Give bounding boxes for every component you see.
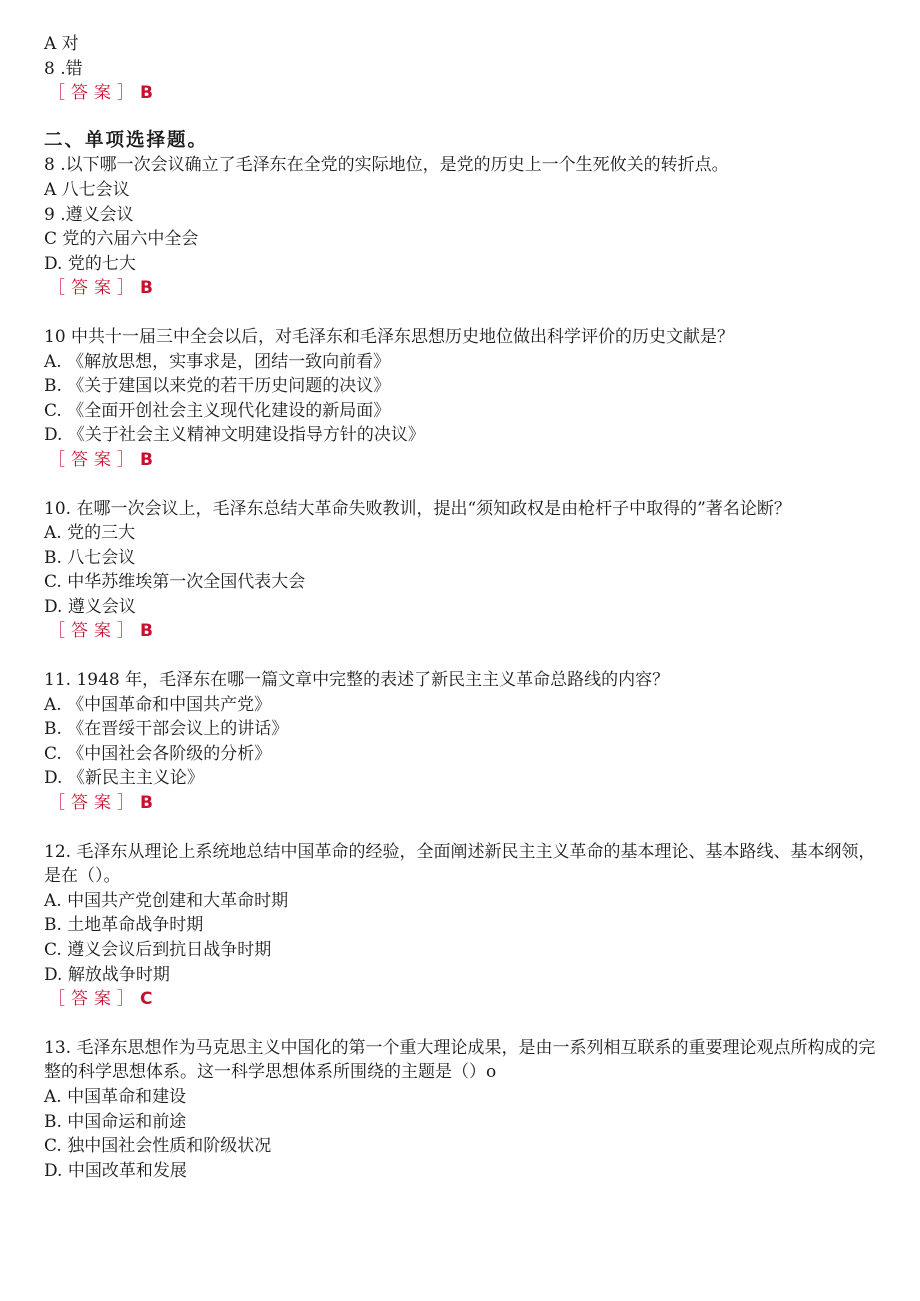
answer-label: ［答案］ [48, 989, 140, 1010]
question-stem: 13. 毛泽东思想作为马克思主义中国化的第一个重大理论成果，是由一系列相互联系的重要理论观点所构成的完整的科学思想体系。这一科学思想体系所围绕的主题是（）o [44, 1037, 876, 1083]
answer-line [44, 81, 884, 106]
answer-value: B [140, 621, 153, 642]
answer-value: C [140, 989, 153, 1010]
option-line: A. 《解放思想，实事求是，团结一致向前看》 [44, 351, 391, 372]
answer-line [44, 619, 884, 644]
answer-label: ［答案］ [48, 793, 140, 814]
option-line: A. 《中国革命和中国共产党》 [44, 694, 272, 715]
answer-value: B [140, 278, 153, 299]
option-line: B. 土地革命战争时期 [44, 915, 204, 936]
option-line: A. 中国革命和建设 [44, 1086, 187, 1107]
answer-line [44, 276, 884, 301]
answer-value: B [140, 449, 153, 470]
question-stem: 11. 1948 年，毛泽东在哪一篇文章中完整的表述了新民主主义革命总路线的内容？ [44, 670, 670, 691]
option-line: C. 中华苏维埃第一次全国代表大会 [44, 572, 306, 593]
option-line: D. 《关于社会主义精神文明建设指导方针的决议》 [44, 425, 425, 446]
prev-question-tail [44, 32, 884, 106]
option-line: B. 八七会议 [44, 547, 136, 568]
answer-line [44, 987, 884, 1012]
option-line: D. 解放战争时期 [44, 964, 170, 985]
question-stem: 10 中共十一届三中全会以后，对毛泽东和毛泽东思想历史地位做出科学评价的历史文献是？ [44, 326, 735, 347]
answer-value: B [140, 83, 153, 104]
question-stem: 8 .以下哪一次会议确立了毛泽东在全党的实际地位，是党的历史上一个生死攸关的转折点。 [44, 155, 729, 176]
option-line: C. 遵义会议后到抗日战争时期 [44, 940, 272, 960]
option-line: C. 独中国社会性质和阶级状况 [44, 1136, 272, 1157]
question-block [44, 1036, 884, 1184]
option-line: B. 《在晋绥干部会议上的讲话》 [44, 719, 289, 740]
question-block [44, 497, 884, 645]
answer-line [44, 448, 884, 473]
option-line: B. 中国命运和前途 [44, 1111, 187, 1132]
question-stem: 10. 在哪一次会议上，毛泽东总结大革命失败教训，提出“须知政权是由枪杆子中取得的”著名论断？ [44, 498, 791, 519]
question-stem: 12. 毛泽东从理论上系统地总结中国革命的经验，全面阐述新民主主义革命的基本理论、基本路线、基本纲领，是在（）。 [44, 841, 876, 887]
option-line: C. 《中国社会各阶级的分析》 [44, 743, 272, 764]
option-line: 9 .遵义会议 [44, 204, 134, 225]
option-line: A 八七会议 [44, 179, 130, 200]
answer-line [44, 791, 884, 816]
answer-label: ［答案］ [48, 449, 140, 470]
question-block [44, 325, 884, 473]
question-block [44, 840, 884, 1012]
option-line: D. 中国改革和发展 [44, 1160, 187, 1181]
option-line: D. 遵义会议 [44, 596, 136, 617]
option-line: D. 《新民主主义论》 [44, 768, 204, 789]
document-page [44, 32, 884, 1183]
answer-label: ［答案］ [48, 621, 140, 642]
option-line: C. 《全面开创社会主义现代化建设的新局面》 [44, 400, 391, 421]
option-line: C 党的六届六中全会 [44, 229, 199, 250]
option-line: D. 党的七大 [44, 253, 136, 274]
option-line: A 对 [44, 34, 79, 54]
option-line: A. 中国共产党创建和大革命时期 [44, 890, 289, 911]
answer-label: ［答案］ [48, 83, 140, 104]
answer-value: B [140, 793, 153, 814]
option-line: A. 党的三大 [44, 523, 136, 544]
question-block [44, 668, 884, 816]
option-line: 8 .错 [44, 58, 83, 79]
question-block [44, 153, 884, 301]
option-line: B. 《关于建国以来党的若干历史问题的决议》 [44, 376, 391, 397]
answer-label: ［答案］ [48, 278, 140, 299]
section-title: 二、单项选择题。 [44, 129, 209, 151]
